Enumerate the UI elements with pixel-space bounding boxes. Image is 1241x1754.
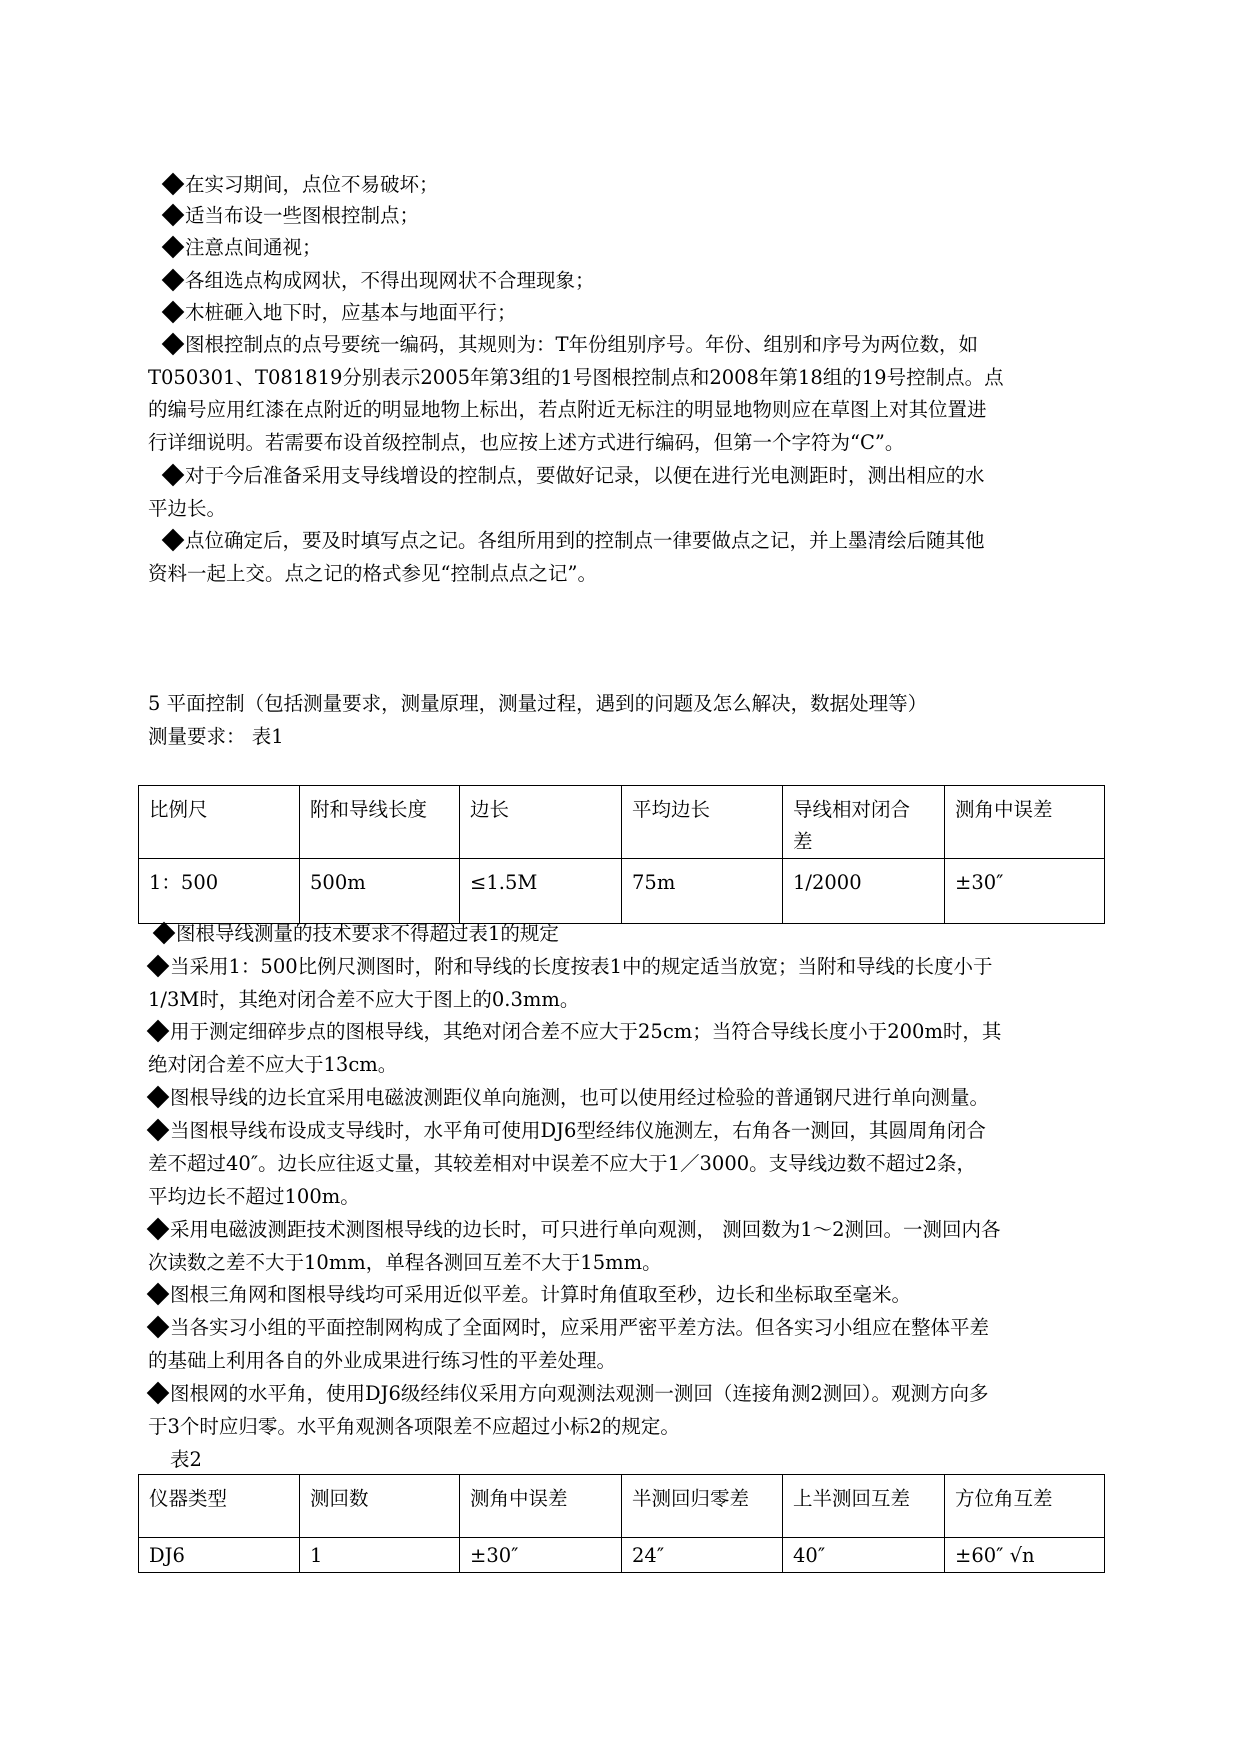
table-cell: ≤1.5M: [460, 859, 622, 924]
requirement-item: 采用电磁波测距技术测图根导线的边长时，可只进行单向观测， 测回数为1～2测回。一测回内各: [170, 1218, 1001, 1241]
table-header-cell: 上半测回互差: [783, 1475, 945, 1538]
bullet-item: 注意点间通视；: [185, 236, 322, 259]
table-cell: ±30″: [945, 859, 1105, 924]
table-1: [138, 785, 1105, 924]
section-heading: 5 平面控制（包括测量要求，测量原理，测量过程，遇到的问题及怎么解决，数据处理等）: [148, 692, 928, 715]
table-header-cell: 测回数: [300, 1475, 460, 1538]
rule-paragraph-line: 行详细说明。若需要布设首级控制点，也应按上述方式进行编码，但第一个字符为“C”。: [148, 431, 905, 454]
table-row: [139, 859, 1105, 924]
bullet-item: 木桩砸入地下时，应基本与地面平行；: [185, 301, 517, 324]
table-header-cell: 边长: [460, 786, 622, 859]
requirement-item: 图根导线测量的技术要求不得超过表1的规定: [176, 922, 559, 945]
requirement-item: 图根网的水平角，使用DJ6级经纬仪采用方向观测法观测一测回（连接角测2测回）。观测方向多: [170, 1382, 989, 1405]
rule-paragraph-line: T050301、T081819分别表示2005年第3组的1号图根控制点和2008年第18组的19号控制点。点: [148, 366, 1004, 389]
table-header-cell: 测角中误差: [460, 1475, 622, 1538]
table-header-cell: 测角中误差: [945, 786, 1105, 859]
requirement-line: 差不超过40″。边长应往返丈量，其较差相对中误差不应大于1／3000。支导线边数不超过2条，: [148, 1152, 977, 1175]
table-cell: DJ6: [139, 1538, 300, 1573]
rule-paragraph-line: 图根控制点的点号要统一编码，其规则为：T年份组别序号。年份、组别和序号为两位数，如: [185, 333, 979, 356]
bullet-item: 各组选点构成网状，不得出现网状不合理现象；: [185, 269, 595, 292]
table-cell: 1: [300, 1538, 460, 1573]
requirement-item: 当各实习小组的平面控制网构成了全面网时，应采用严密平差方法。但各实习小组应在整体平差: [170, 1316, 990, 1339]
requirement-item: 图根导线的边长宜采用电磁波测距仪单向施测，也可以使用经过检验的普通钢尺进行单向测量。: [170, 1086, 990, 1109]
table-header-cell: 附和导线长度: [300, 786, 460, 859]
table-cell: 1：500: [139, 859, 300, 924]
table-header-row: [139, 786, 1105, 859]
table-header-row: [139, 1475, 1105, 1538]
rule-paragraph-line: 的编号应用红漆在点附近的明显地物上标出，若点附近无标注的明显地物则应在草图上对其位置进: [148, 398, 987, 421]
table-cell: 1/2000: [783, 859, 945, 924]
table-cell: 500m: [300, 859, 460, 924]
record-paragraph-line: 资料一起上交。点之记的格式参见“控制点点之记”。: [148, 562, 597, 585]
requirement-line: 于3个时应归零。水平角观测各项限差不应超过小标2的规定。: [148, 1415, 680, 1438]
bullet-item: 在实习期间，点位不易破坏；: [185, 173, 439, 196]
table-header-cell: 导线相对闭合 差: [783, 786, 945, 859]
record-paragraph-line: 点位确定后，要及时填写点之记。各组所用到的控制点一律要做点之记，并上墨清绘后随其他: [185, 529, 985, 552]
table-header-cell: 方位角互差: [945, 1475, 1105, 1538]
requirement-line: 1/3M时，其绝对闭合差不应大于图上的0.3mm。: [148, 988, 580, 1011]
table1-caption: 测量要求： 表1: [148, 725, 284, 748]
requirement-line: 绝对闭合差不应大于13cm。: [148, 1053, 398, 1076]
branch-paragraph-line: 对于今后准备采用支导线增设的控制点，要做好记录，以便在进行光电测距时，测出相应的水: [185, 464, 985, 487]
requirement-line: 的基础上利用各自的外业成果进行练习性的平差处理。: [148, 1349, 617, 1372]
table-cell: ±30″: [460, 1538, 622, 1573]
table-2: [138, 1474, 1105, 1573]
requirement-item: 用于测定细碎步点的图根导线，其绝对闭合差不应大于25cm；当符合导线长度小于200m时，其: [170, 1020, 1002, 1043]
bullet-item: 适当布设一些图根控制点；: [185, 204, 420, 227]
table-cell: 40″: [783, 1538, 945, 1573]
table-header-cell: 平均边长: [622, 786, 783, 859]
table-cell: ±60″ √n: [945, 1538, 1105, 1573]
table-cell: 75m: [622, 859, 783, 924]
table2-caption: 表2: [170, 1448, 202, 1471]
table-row: [139, 1538, 1105, 1573]
requirement-item: 当图根导线布设成支导线时，水平角可使用DJ6型经纬仪施测左，右角各一测回，其圆周角闭合: [170, 1119, 986, 1142]
requirement-item: 当采用1：500比例尺测图时，附和导线的长度按表1中的规定适当放宽；当附和导线的长度小于: [170, 955, 993, 978]
table-header-cell: 比例尺: [139, 786, 300, 859]
table-cell: 24″: [622, 1538, 783, 1573]
requirement-item: 图根三角网和图根导线均可采用近似平差。计算时角值取至秒，边长和坐标取至毫米。: [170, 1283, 912, 1306]
table-header-cell: 半测回归零差: [622, 1475, 783, 1538]
branch-paragraph-line: 平边长。: [148, 497, 227, 520]
requirement-line: 平均边长不超过100m。: [148, 1185, 360, 1208]
requirement-line: 次读数之差不大于10mm，单程各测回互差不大于15mm。: [148, 1251, 662, 1274]
table-header-cell: 仪器类型: [139, 1475, 300, 1538]
